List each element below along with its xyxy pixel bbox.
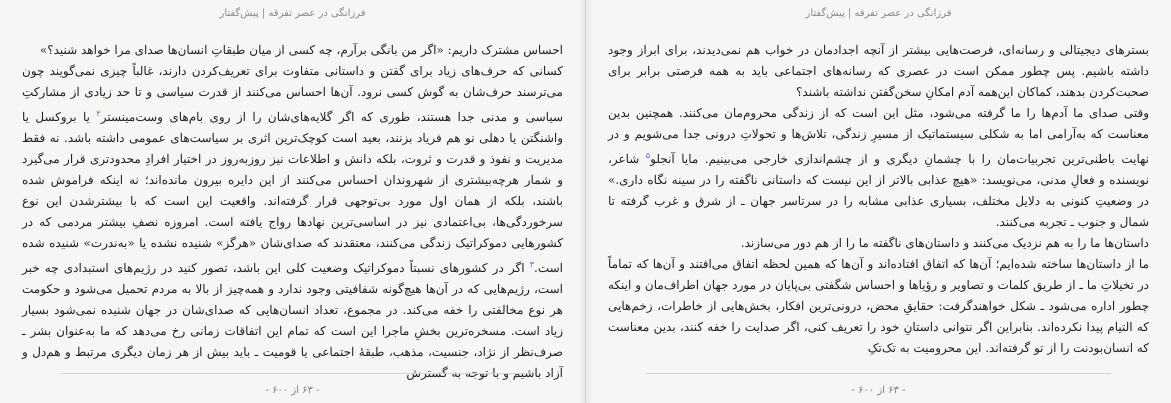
right-paragraph-4: ما از داستان‌ها ساخته شده‌ایم؛ آن‌ها که اتفاق افتاده‌اند و آن‌ها که همین لحظه اتفاق می‌افتند و آن‌ها که تماماً در تخیلاتِ ما ـ از طریق کلمات و تصاویر و رؤیاها و احساس شگفتی بی‌پایان در مورد جهان اطراف‌مان و اینکه چطور اداره می‌شود ـ شکل خواهندگرفت: حقایقِ محض، درونی‌ترین افکار، بخش‌هایی از خاطرات، زخم‌هایی که التیام پیدا نکرده‌اند. بنابراین اگر نتوانی داستانِ خود را تعریف کنی، اگر صدایت را خفه کنند، بدین معناست که انسان‌بودنت را از تو گرفته‌اند. این محرومیت به تک‌تکِ: [608, 257, 1150, 355]
right-paragraph-1: بسترهای دیجیتالی و رسانه‌ای، فرصت‌هایی بیشتر از آنچه اجدادمان در خواب هم نمی‌دیدند، برای ابراز وجود داشته باشیم. پس چطور ممکن است در عصری که رسانه‌های اجتماعی باید به همه فرصتی برابر برای صحبت‌کردن بدهند، کماکان این‌همه آدم امکانِ سخن‌گفتن نداشته باشند؟: [608, 43, 1149, 99]
left-running-head: فرزانگی در عصر تفرقه | پیش‌گفتار: [219, 8, 366, 19]
footnote-link-2[interactable]: ۲: [96, 109, 101, 118]
right-gutter-shadow: [586, 0, 592, 403]
left-page-number: - ۶۳ از ۶۰۰ -: [265, 385, 320, 396]
left-body-text: [22, 40, 563, 384]
left-footer-divider: [60, 373, 525, 374]
right-paragraph-2: [608, 103, 1149, 233]
footnote-link-3[interactable]: ۳: [529, 260, 534, 269]
right-page: [585, 0, 1171, 403]
right-p2-part-a: وقتی صدای ما آدم‌ها را ما گرفته می‌شود، مثل این است که از زندگی محروم‌مان می‌کنند. همچنین بدین معناست که به‌آرامی اما به شکلی سیستماتیک از مسیرِ زندگی، تلاش‌ها و تحولاتِ درونی جدا می‌شویم و در نهایت باطنی‌ترین تجربیات‌مان را با چشمانِ دیگری و از چشم‌اندازی خارجی می‌بینیم. مایا آنجلو: [608, 106, 1149, 166]
left-page: [0, 0, 585, 403]
right-running-head: فرزانگی در عصر تفرقه | پیش‌گفتار: [805, 8, 952, 19]
left-p2-part-a: کسانی که حرف‌های زیاد برای گفتن و داستانی متفاوت برای تعریف‌کردن دارند، غالباً چیزی نمی‌گویند چون می‌ترسند حرف‌شان به گوش کسی نرود. آن‌ها احساس می‌کنند از قدرت سیاسی و تا حد زیادی از مشارکتِ سیاسی و مدنی جدا هستند، طوری که اگر گلایه‌های‌شان را از روی بام‌های وست‌مینستر: [22, 64, 563, 124]
left-p2-part-b: یا بروکسل یا واشنگتن یا دهلی نو هم فریاد بزنند، بعید است کوچک‌ترین اثری بر سیاست‌های عمومی داشته باشد. نه فقط مدیریت و نفوذ و قدرت و ثروت، بلکه دانش و اطلاعات نیز روزبه‌روز در اختیار افرادِ محدودتری قرار می‌گیرد و شمار هرچه‌بیشتری از شهروندان احساس می‌کنند از این دایره بیرون مانده‌اند؛ نه اینکه فراموش شده باشند، بلکه از همان اول مورد بی‌توجهی قرار گرفته‌اند. واقعیت این است که با بیشترشدن این نوع سرخوردگی‌ها، بی‌اعتمادی نیز در اساسی‌ترین نهادها رواج یافته است. امروزه نصفِ بیشتر مردمی که در کشورهایی دموکراتیک زندگی می‌کنند، معتقدند که صدای‌شان «هرگز» شنیده نشده یا «به‌ندرت» شنیده شده است.: [22, 110, 563, 275]
right-p2-part-b: شاعر، نویسنده و فعالِ مدنی، می‌نویسد: «هیچ عذابی بالاتر از این نیست که داستانی ناگفته را در سینه نگاه داری.» در وضعیتِ کنونی به دلایل مختلف، بسیاری عذابی مشابه را در سرتاسر جهان ـ از شرق و غرب گرفته تا شمال و جنوب ـ تجربه می‌کنند.: [608, 152, 1149, 229]
right-body-text: [608, 40, 1149, 359]
footnote-link-5[interactable]: ۵: [645, 151, 651, 160]
left-paragraph-1: احساس مشترک داریم: «اگر من بانگی برآرم، چه کسی از میان طبقاتِ انسان‌ها صدای مرا خواهد شنید؟»: [39, 43, 563, 57]
right-footer-divider: [646, 373, 1111, 374]
left-p2-part-c: اگر در کشورهای نسبتاً دموکراتیک وضعیت کلی این باشد، تصور کنید در رژیم‌های استبدادی چه خبر است، رژیم‌هایی که در آن‌ها هیچ‌گونه شفافیتی وجود ندارد و همه‌چیز از بالا به مردم تحمیل می‌شود و حکومت هر نوع مخالفتی را خفه می‌کند. در مجموع، تعداد انسان‌هایی که صدای‌شان در جهان شنیده نمی‌شود بسیار زیاد است. مسخره‌ترین بخشِ ماجرا این است که تمام این اتفاقات زمانی رخ می‌دهد که ما به‌عنوان بشر ـ صرف‌نظر از نژاد، جنسیت، مذهب، طبقهٔ اجتماعی یا قومیت ـ باید بیش از هر زمان دیگری مرتبط و هم‌دل و آزاد باشیم و با توجه به گسترش: [22, 261, 563, 380]
right-page-number: - ۶۳ از ۶۰۰ -: [851, 385, 906, 396]
right-paragraph-3: داستان‌ها ما را به هم نزدیک می‌کنند و داستان‌های ناگفته ما را از هم دور می‌سازند.: [740, 236, 1149, 250]
left-paragraph-2: [22, 61, 563, 384]
